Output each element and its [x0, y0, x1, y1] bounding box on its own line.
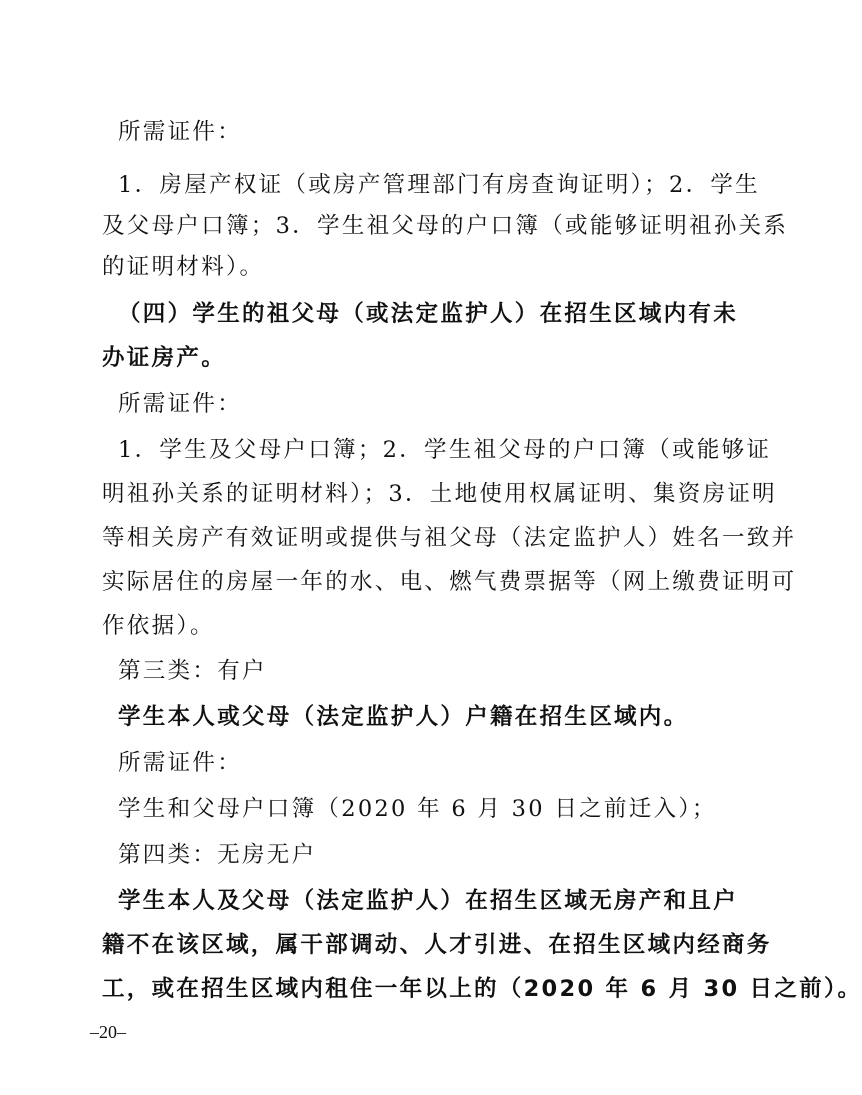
text-line-2: 1．房屋产权证（或房产管理部门有房查询证明）；2．学生	[118, 172, 760, 198]
text-line-16: 学生和父母户口簿（2020 年 6 月 30 日之前迁入）；	[118, 796, 717, 822]
category-three-title: 第三类：有户	[118, 658, 267, 684]
category-four-title: 第四类：无房无户	[118, 842, 317, 868]
category-four-description-line-1: 学生本人及父母（法定监护人）在招生区域无房产和且户	[118, 888, 739, 914]
text-line-10: 等相关房产有效证明或提供与祖父母（法定监护人）姓名一致并	[102, 525, 797, 551]
text-line-required-docs-2: 所需证件：	[118, 391, 243, 417]
category-three-description: 学生本人或父母（法定监护人）户籍在招生区域内。	[118, 704, 689, 730]
heading-section-four-line-1: （四）学生的祖父母（或法定监护人）在招生区域内有未	[118, 301, 739, 327]
category-four-description-line-3: 工，或在招生区域内租住一年以上的（2020 年 6 月 30 日之前）。	[102, 976, 862, 1002]
text-line-12: 作依据）。	[102, 613, 215, 639]
category-four-description-line-2: 籍不在该区域，属干部调动、人才引进、在招生区域内经商务	[102, 932, 772, 958]
text-line-8: 1．学生及父母户口簿；2．学生祖父母的户口簿（或能够证	[118, 437, 772, 463]
text-line-4: 的证明材料）。	[102, 254, 265, 280]
text-line-3: 及父母户口簿；3．学生祖父母的户口簿（或能够证明祖孙关系	[102, 213, 789, 239]
heading-section-four-line-2: 办证房产。	[102, 345, 227, 371]
page-number: –20–	[90, 1022, 126, 1042]
text-line-9: 明祖孙关系的证明材料）；3．土地使用权属证明、集资房证明	[102, 481, 777, 507]
text-line-required-docs-3: 所需证件：	[118, 750, 243, 776]
text-line-required-docs-1: 所需证件：	[118, 119, 243, 145]
text-line-11: 实际居住的房屋一年的水、电、燃气费票据等（网上缴费证明可	[102, 569, 797, 595]
